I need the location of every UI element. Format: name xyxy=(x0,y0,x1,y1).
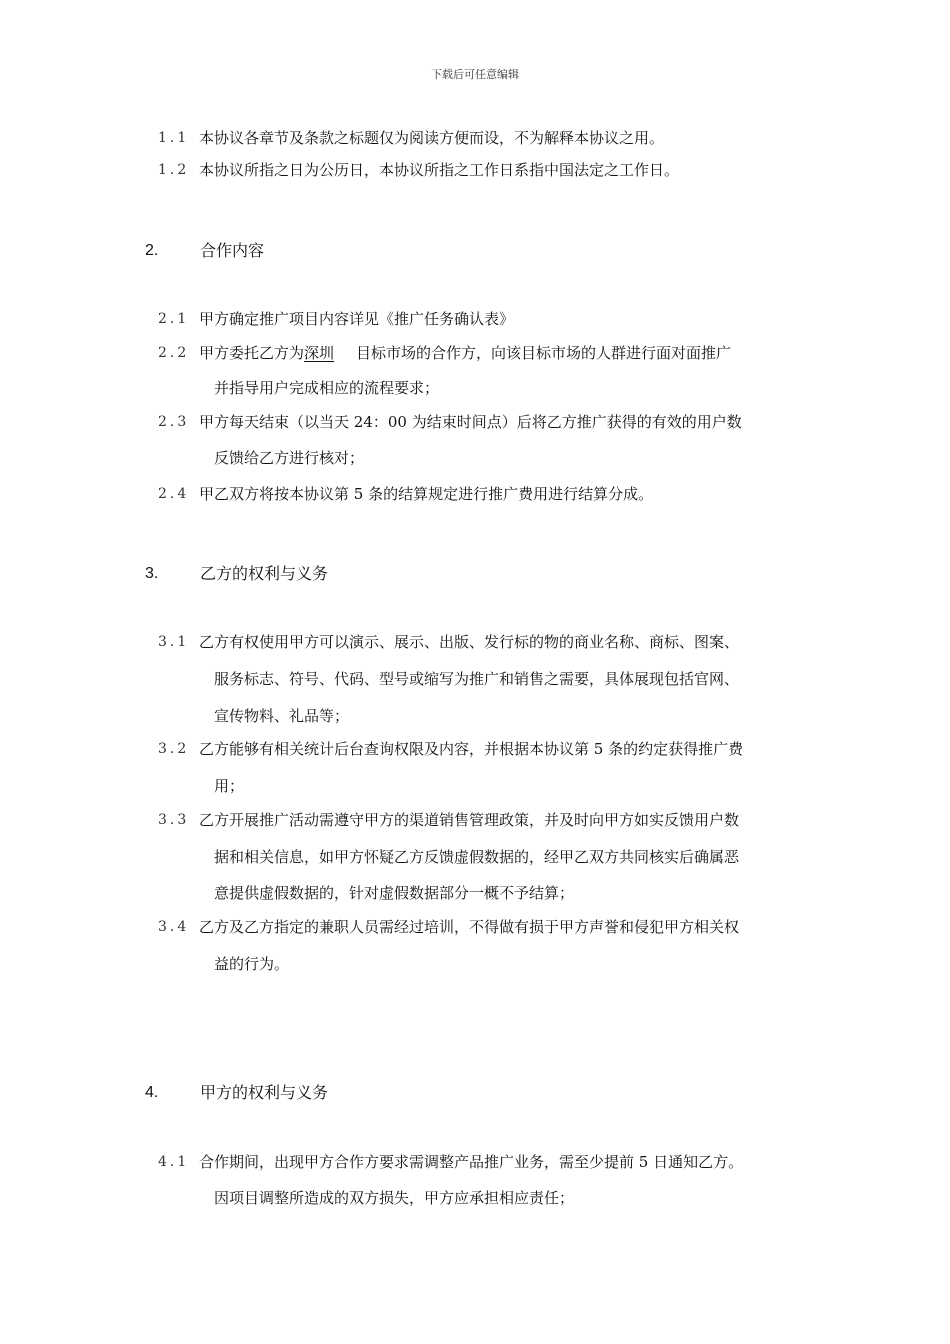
clause-number: 3.2 xyxy=(158,741,190,757)
clause-text xyxy=(199,343,731,363)
clause-text-continued: 反馈给乙方进行核对； xyxy=(214,449,365,467)
clause-text: 甲乙双方将按本协议第 5 条的结算规定进行推广费用进行结算分成。 xyxy=(199,485,654,503)
clause-number: 2.3 xyxy=(158,414,190,430)
section-title: 合作内容 xyxy=(200,241,265,260)
clause-text-continued: 据和相关信息，如甲方怀疑乙方反馈虚假数据的，经甲乙双方共同核实后确属恶 xyxy=(214,848,740,866)
clause-number: 4.1 xyxy=(158,1154,190,1170)
clause-text-continued: 并指导用户完成相应的流程要求； xyxy=(214,379,440,397)
section-title: 乙方的权利与义务 xyxy=(200,564,329,583)
clause-text-continued: 服务标志、符号、代码、型号或缩写为推广和销售之需要，具体展现包括官网、 xyxy=(214,670,740,688)
clause-number: 3.4 xyxy=(158,919,190,935)
clause-text: 乙方及乙方指定的兼职人员需经过培训，不得做有损于甲方声誉和侵犯甲方相关权 xyxy=(199,918,740,936)
section-number: 3. xyxy=(145,565,159,582)
clause-text-continued: 宣传物料、礼品等； xyxy=(214,707,350,725)
clause-text-part: 目标市场的合作方，向该目标市场的人群进行面对面推广 xyxy=(356,344,732,362)
clause-number: 1.2 xyxy=(158,162,190,178)
clause-text: 本协议各章节及条款之标题仅为阅读方便而设，不为解释本协议之用。 xyxy=(199,129,665,147)
clause-number: 1.1 xyxy=(158,130,190,146)
page-header: 下载后可任意编辑 xyxy=(431,68,519,81)
filled-blank: 深圳 xyxy=(304,344,335,362)
clause-number: 2.2 xyxy=(158,345,190,361)
clause-text: 乙方开展推广活动需遵守甲方的渠道销售管理政策，并及时向甲方如实反馈用户数 xyxy=(199,811,740,829)
clause-text-continued: 用； xyxy=(214,777,245,795)
section-number: 4. xyxy=(145,1084,159,1101)
clause-text-continued: 因项目调整所造成的双方损失，甲方应承担相应责任； xyxy=(214,1189,575,1207)
clause-number: 2.4 xyxy=(158,486,190,502)
clause-number: 3.3 xyxy=(158,812,190,828)
clause-number: 2.1 xyxy=(158,311,190,327)
clause-text-continued: 意提供虚假数据的，针对虚假数据部分一概不予结算； xyxy=(214,884,575,902)
clause-text-continued: 益的行为。 xyxy=(214,955,290,973)
clause-text: 甲方每天结束（以当天 24：00 为结束时间点）后将乙方推广获得的有效的用户数 xyxy=(199,413,742,431)
section-number: 2. xyxy=(145,242,159,259)
clause-text: 本协议所指之日为公历日，本协议所指之工作日系指中国法定之工作日。 xyxy=(199,161,680,179)
clause-text: 乙方有权使用甲方可以演示、展示、出版、发行标的物的商业名称、商标、图案、 xyxy=(199,633,740,651)
clause-text: 乙方能够有相关统计后台查询权限及内容，并根据本协议第 5 条的约定获得推广费 xyxy=(199,740,744,758)
clause-text: 合作期间，出现甲方合作方要求需调整产品推广业务，需至少提前 5 日通知乙方。 xyxy=(199,1153,744,1171)
clause-text-part: 甲方委托乙方为 xyxy=(199,344,305,362)
section-title: 甲方的权利与义务 xyxy=(200,1083,329,1102)
clause-text: 甲方确定推广项目内容详见《推广任务确认表》 xyxy=(199,310,515,328)
clause-number: 3.1 xyxy=(158,634,190,650)
